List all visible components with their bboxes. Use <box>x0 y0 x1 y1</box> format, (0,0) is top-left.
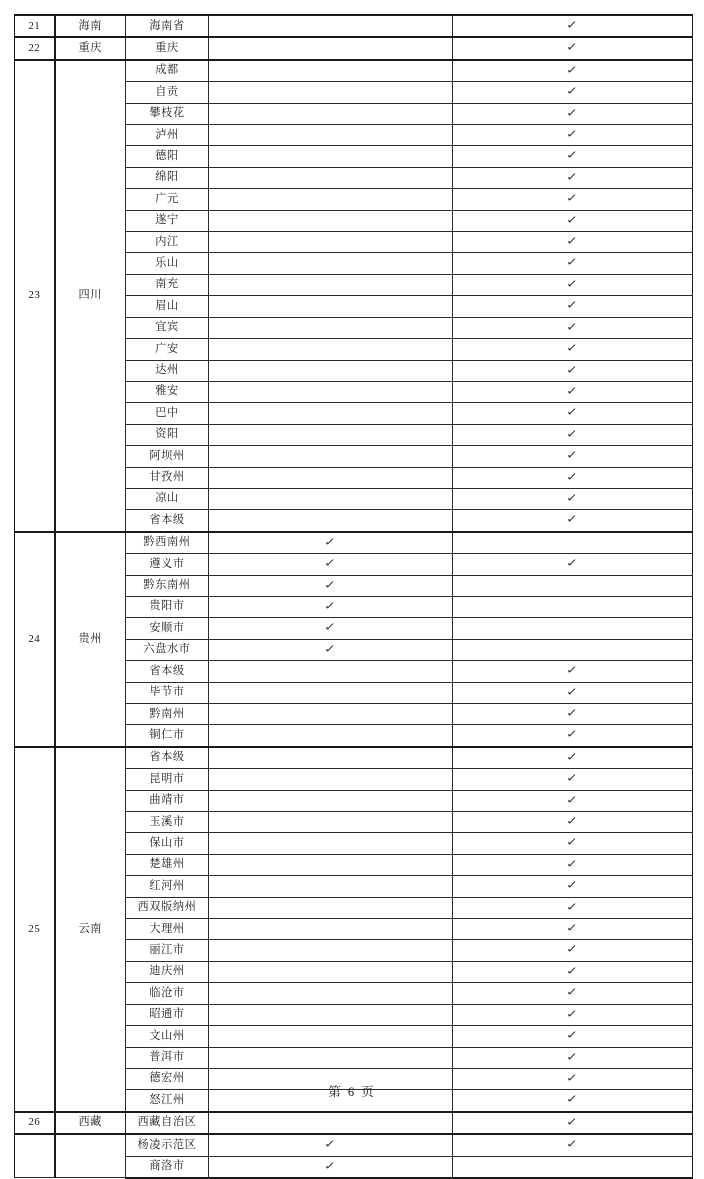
cell-city: 重庆 <box>126 37 209 59</box>
check-icon: ✓ <box>324 599 337 613</box>
cell-mark-a <box>209 725 453 747</box>
check-icon: ✓ <box>566 685 579 699</box>
cell-mark-b <box>453 82 693 103</box>
cell-mark-a <box>209 60 453 82</box>
cell-mark-a <box>209 317 453 338</box>
cell-city: 省本级 <box>126 747 209 769</box>
cell-mark-b <box>453 296 693 317</box>
cell-city: 广元 <box>126 189 209 210</box>
cell-city: 昆明市 <box>126 769 209 790</box>
check-icon: ✓ <box>566 256 579 269</box>
check-icon: ✓ <box>566 127 579 141</box>
cell-mark-b <box>453 274 693 295</box>
check-icon: ✓ <box>566 985 579 999</box>
cell-city: 保山市 <box>126 833 209 854</box>
check-icon: ✓ <box>566 750 579 764</box>
check-icon: ✓ <box>566 663 579 677</box>
check-icon: ✓ <box>566 363 579 376</box>
check-icon: ✓ <box>324 620 337 634</box>
cell-mark-a <box>209 189 453 210</box>
cell-city: 自贡 <box>126 82 209 103</box>
cell-mark-b <box>453 682 693 703</box>
check-icon: ✓ <box>324 556 337 570</box>
cell-mark-a <box>209 897 453 918</box>
check-icon: ✓ <box>566 277 579 291</box>
cell-mark-a <box>209 639 453 660</box>
cell-mark-b <box>453 37 693 59</box>
cell-city: 泸州 <box>126 125 209 146</box>
cell-city: 普洱市 <box>126 1047 209 1068</box>
check-icon: ✓ <box>566 84 579 98</box>
cell-mark-a <box>209 210 453 231</box>
cell-province: 西藏 <box>55 1112 126 1134</box>
cell-index <box>15 1134 55 1178</box>
cell-mark-b <box>453 639 693 660</box>
cell-mark-a <box>209 381 453 402</box>
cell-mark-a <box>209 274 453 295</box>
cell-city: 怒江州 <box>126 1090 209 1112</box>
table-row <box>15 532 693 554</box>
cell-mark-b <box>453 381 693 402</box>
cell-mark-b <box>453 919 693 940</box>
cell-city: 眉山 <box>126 296 209 317</box>
cell-mark-b <box>453 1026 693 1047</box>
cell-province: 四川 <box>55 60 126 532</box>
check-icon: ✓ <box>324 578 337 592</box>
cell-city: 遂宁 <box>126 210 209 231</box>
cell-city: 西藏自治区 <box>126 1112 209 1134</box>
cell-city: 贵阳市 <box>126 596 209 617</box>
cell-city: 六盘水市 <box>126 639 209 660</box>
cell-mark-a <box>209 1156 453 1178</box>
cell-city: 临沧市 <box>126 983 209 1004</box>
cell-mark-b <box>453 983 693 1004</box>
cell-mark-a <box>209 790 453 811</box>
cell-city: 文山州 <box>126 1026 209 1047</box>
cell-city: 迪庆州 <box>126 961 209 982</box>
cell-mark-a <box>209 296 453 317</box>
cell-province: 云南 <box>55 747 126 1112</box>
cell-index: 24 <box>15 532 55 747</box>
cell-mark-b <box>453 769 693 790</box>
cell-mark-a <box>209 961 453 982</box>
page-footer: 第 6 页 <box>328 1085 376 1099</box>
cell-mark-b <box>453 510 693 532</box>
check-icon: ✓ <box>566 41 579 54</box>
cell-mark-a <box>209 575 453 596</box>
cell-mark-b <box>453 339 693 360</box>
check-icon: ✓ <box>566 728 579 741</box>
cell-mark-b <box>453 812 693 833</box>
cell-city: 遵义市 <box>126 554 209 575</box>
cell-mark-b <box>453 1047 693 1068</box>
check-icon: ✓ <box>566 900 579 914</box>
cell-mark-a <box>209 704 453 725</box>
cell-city: 巴中 <box>126 403 209 424</box>
cell-mark-b <box>453 618 693 639</box>
cell-city: 绵阳 <box>126 167 209 188</box>
cell-province <box>55 1134 126 1178</box>
cell-mark-b <box>453 1004 693 1025</box>
cell-city: 昭通市 <box>126 1004 209 1025</box>
check-icon: ✓ <box>566 405 579 419</box>
cell-city: 资阳 <box>126 424 209 445</box>
cell-city: 海南省 <box>126 15 209 37</box>
cell-mark-a <box>209 37 453 59</box>
cell-mark-a <box>209 661 453 682</box>
cell-city: 黔南州 <box>126 704 209 725</box>
check-icon: ✓ <box>566 470 579 484</box>
cell-index: 26 <box>15 1112 55 1134</box>
cell-mark-b <box>453 403 693 424</box>
cell-mark-a <box>209 446 453 467</box>
cell-city: 内江 <box>126 232 209 253</box>
cell-mark-b <box>453 940 693 961</box>
cell-city: 大理州 <box>126 919 209 940</box>
cell-city: 南充 <box>126 274 209 295</box>
cell-province: 海南 <box>55 15 126 37</box>
check-icon: ✓ <box>566 921 579 935</box>
cell-city: 省本级 <box>126 661 209 682</box>
check-icon: ✓ <box>566 298 579 312</box>
table-row <box>15 747 693 769</box>
cell-mark-a <box>209 488 453 509</box>
check-icon: ✓ <box>566 556 579 570</box>
cell-mark-a <box>209 253 453 274</box>
cell-mark-a <box>209 424 453 445</box>
cell-mark-a <box>209 15 453 37</box>
cell-city: 凉山 <box>126 488 209 509</box>
check-icon: ✓ <box>324 1159 337 1173</box>
check-icon: ✓ <box>566 18 579 32</box>
cell-mark-b <box>453 103 693 124</box>
cell-mark-b <box>453 961 693 982</box>
cell-city: 攀枝花 <box>126 103 209 124</box>
cell-mark-b <box>453 1112 693 1134</box>
cell-mark-b <box>453 1156 693 1178</box>
cell-mark-b <box>453 232 693 253</box>
cell-mark-b <box>453 360 693 381</box>
cell-mark-b <box>453 189 693 210</box>
cell-mark-b <box>453 661 693 682</box>
cell-city: 丽江市 <box>126 940 209 961</box>
cell-mark-a <box>209 1047 453 1068</box>
cell-mark-b <box>453 532 693 554</box>
table-row <box>15 1112 693 1134</box>
cell-mark-b <box>453 167 693 188</box>
cell-index: 22 <box>15 37 55 59</box>
cell-city: 红河州 <box>126 876 209 897</box>
check-icon: ✓ <box>566 771 579 785</box>
check-icon: ✓ <box>566 341 579 355</box>
cell-city: 阿坝州 <box>126 446 209 467</box>
check-icon: ✓ <box>566 1071 579 1085</box>
cell-mark-b <box>453 1134 693 1156</box>
cell-mark-b <box>453 210 693 231</box>
cell-mark-b <box>453 790 693 811</box>
cell-mark-b <box>453 488 693 509</box>
cell-mark-a <box>209 682 453 703</box>
check-icon: ✓ <box>566 320 579 334</box>
check-icon: ✓ <box>324 642 337 656</box>
cell-mark-a <box>209 769 453 790</box>
cell-mark-b <box>453 897 693 918</box>
cell-mark-b <box>453 747 693 769</box>
cell-mark-a <box>209 467 453 488</box>
check-icon: ✓ <box>324 535 337 549</box>
cell-city: 西双版纳州 <box>126 897 209 918</box>
cell-city: 甘孜州 <box>126 467 209 488</box>
cell-city: 德宏州 <box>126 1068 209 1089</box>
cell-mark-b <box>453 446 693 467</box>
cell-city: 黔西南州 <box>126 532 209 554</box>
check-icon: ✓ <box>566 384 579 398</box>
cell-mark-b <box>453 854 693 875</box>
check-icon: ✓ <box>566 234 579 248</box>
check-icon: ✓ <box>566 793 579 807</box>
check-icon: ✓ <box>566 1115 579 1129</box>
cell-mark-a <box>209 1004 453 1025</box>
table-row <box>15 15 693 37</box>
cell-mark-a <box>209 940 453 961</box>
cell-city: 玉溪市 <box>126 812 209 833</box>
check-icon: ✓ <box>566 491 579 505</box>
check-icon: ✓ <box>566 706 579 720</box>
cell-city: 省本级 <box>126 510 209 532</box>
check-icon: ✓ <box>566 964 579 978</box>
cell-index: 23 <box>15 60 55 532</box>
cell-city: 德阳 <box>126 146 209 167</box>
cell-mark-b <box>453 575 693 596</box>
cell-city: 达州 <box>126 360 209 381</box>
cell-mark-a <box>209 510 453 532</box>
table-row <box>15 1134 693 1156</box>
cell-mark-a <box>209 82 453 103</box>
cell-city: 成都 <box>126 60 209 82</box>
cell-mark-a <box>209 403 453 424</box>
cell-city: 乐山 <box>126 253 209 274</box>
cell-mark-a <box>209 146 453 167</box>
cell-mark-a <box>209 554 453 575</box>
cell-mark-b <box>453 833 693 854</box>
check-icon: ✓ <box>566 191 579 205</box>
cell-mark-b <box>453 125 693 146</box>
region-coverage-table <box>14 14 693 1179</box>
cell-mark-a <box>209 339 453 360</box>
check-icon: ✓ <box>566 1092 579 1106</box>
cell-city: 杨凌示范区 <box>126 1134 209 1156</box>
cell-city: 铜仁市 <box>126 725 209 747</box>
check-icon: ✓ <box>566 1050 579 1063</box>
cell-mark-a <box>209 919 453 940</box>
cell-mark-a <box>209 103 453 124</box>
check-icon: ✓ <box>566 427 579 441</box>
cell-mark-b <box>453 596 693 617</box>
cell-mark-b <box>453 704 693 725</box>
cell-province: 重庆 <box>55 37 126 59</box>
cell-mark-a <box>209 167 453 188</box>
cell-mark-b <box>453 146 693 167</box>
check-icon: ✓ <box>566 106 579 120</box>
cell-index: 25 <box>15 747 55 1112</box>
check-icon: ✓ <box>324 1137 337 1151</box>
cell-mark-a <box>209 854 453 875</box>
check-icon: ✓ <box>566 213 579 227</box>
cell-mark-a <box>209 125 453 146</box>
check-icon: ✓ <box>566 1007 579 1021</box>
cell-province: 贵州 <box>55 532 126 747</box>
check-icon: ✓ <box>566 63 579 77</box>
check-icon: ✓ <box>566 149 579 162</box>
cell-mark-a <box>209 812 453 833</box>
cell-city: 黔东南州 <box>126 575 209 596</box>
cell-mark-a <box>209 232 453 253</box>
cell-mark-a <box>209 1112 453 1134</box>
check-icon: ✓ <box>566 1137 579 1151</box>
cell-mark-a <box>209 983 453 1004</box>
cell-mark-b <box>453 554 693 575</box>
cell-index: 21 <box>15 15 55 37</box>
cell-city: 雅安 <box>126 381 209 402</box>
cell-city: 商洛市 <box>126 1156 209 1178</box>
check-icon: ✓ <box>566 857 579 871</box>
cell-mark-b <box>453 424 693 445</box>
check-icon: ✓ <box>566 448 579 462</box>
cell-mark-b <box>453 15 693 37</box>
cell-city: 广安 <box>126 339 209 360</box>
cell-mark-a <box>209 876 453 897</box>
check-icon: ✓ <box>566 878 579 892</box>
cell-mark-b <box>453 60 693 82</box>
check-icon: ✓ <box>566 836 579 849</box>
cell-city: 曲靖市 <box>126 790 209 811</box>
cell-mark-b <box>453 725 693 747</box>
cell-mark-a <box>209 833 453 854</box>
check-icon: ✓ <box>566 512 579 526</box>
table-body <box>15 15 693 1178</box>
cell-mark-b <box>453 317 693 338</box>
cell-mark-a <box>209 618 453 639</box>
cell-city: 宜宾 <box>126 317 209 338</box>
table-row <box>15 60 693 82</box>
cell-mark-a <box>209 360 453 381</box>
cell-mark-b <box>453 876 693 897</box>
check-icon: ✓ <box>566 170 579 184</box>
cell-mark-b <box>453 467 693 488</box>
cell-mark-a <box>209 747 453 769</box>
check-icon: ✓ <box>566 814 579 828</box>
cell-mark-a <box>209 532 453 554</box>
cell-city: 楚雄州 <box>126 854 209 875</box>
check-icon: ✓ <box>566 943 579 956</box>
table-row <box>15 37 693 59</box>
cell-city: 安顺市 <box>126 618 209 639</box>
cell-city: 毕节市 <box>126 682 209 703</box>
cell-mark-a <box>209 1026 453 1047</box>
cell-mark-a <box>209 596 453 617</box>
check-icon: ✓ <box>566 1028 579 1042</box>
cell-mark-a <box>209 1134 453 1156</box>
cell-mark-b <box>453 253 693 274</box>
